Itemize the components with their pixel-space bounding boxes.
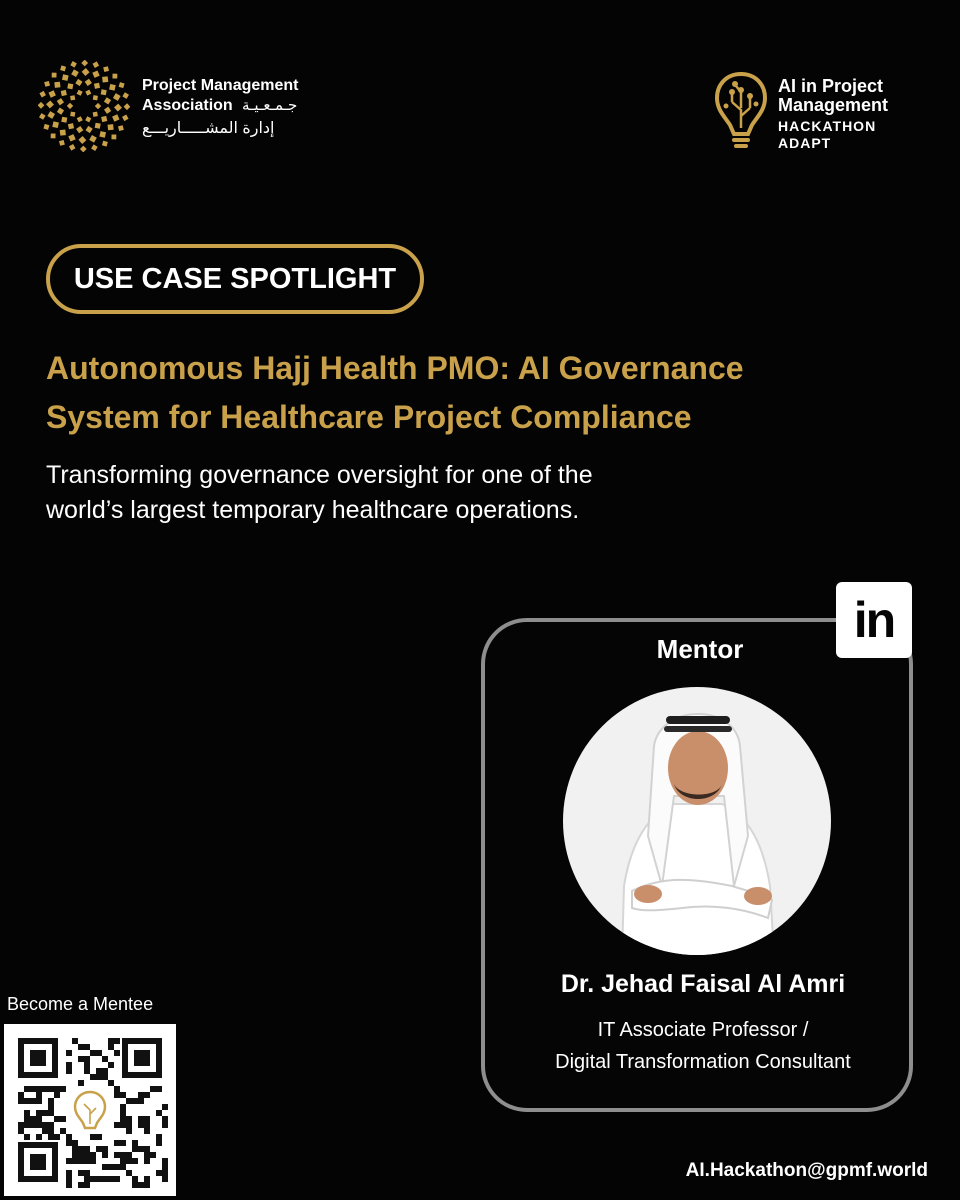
pma-name-line2: Association (142, 97, 233, 114)
lightbulb-circuit-icon (712, 70, 770, 152)
linkedin-icon[interactable] (836, 582, 912, 658)
use-case-spotlight-badge (46, 244, 424, 314)
pma-name-line1: Project Management (142, 77, 299, 94)
mentor-role (490, 1014, 916, 1078)
ai-hackathon-subtitle (778, 118, 876, 152)
ai-title-line2: Management (778, 95, 889, 115)
title-line2: System for Healthcare Project Compliance (46, 399, 692, 435)
subtitle-line1: Transforming governance oversight for one of the (46, 461, 593, 489)
qr-code[interactable] (4, 1024, 176, 1196)
pma-arabic-line2: إدارة المشـــــاريـــع (142, 120, 275, 137)
ai-title-line1: AI in Project (778, 76, 884, 96)
page-title (46, 344, 866, 442)
pma-name (142, 76, 298, 116)
ai-sub-line1: HACKATHON (778, 118, 877, 134)
become-mentee-label: Become a Mentee (7, 994, 154, 1014)
pma-arabic-line1: جـمـعـيـة (242, 97, 298, 114)
title-line1: Autonomous Hajj Health PMO: AI Governance (46, 350, 744, 386)
pma-star-logo-icon (38, 60, 130, 152)
mentor-role-line2: Digital Transformation Consultant (555, 1051, 851, 1073)
ai-sub-line2: ADAPT (778, 135, 832, 151)
mentor-photo (562, 686, 832, 956)
pill-label: USE CASE SPOTLIGHT (73, 262, 397, 295)
mentor-label: Mentor (656, 634, 744, 664)
mentor-role-line1: IT Associate Professor / (597, 1019, 809, 1041)
contact-email[interactable]: AI.Hackathon@gpmf.world (685, 1160, 928, 1181)
page-subtitle (46, 458, 746, 528)
linkedin-text: in (853, 592, 895, 648)
ai-hackathon-title (778, 77, 888, 115)
subtitle-line2: world’s largest temporary healthcare operations. (46, 496, 580, 524)
mentor-name: Dr. Jehad Faisal Al Amri (560, 970, 846, 998)
